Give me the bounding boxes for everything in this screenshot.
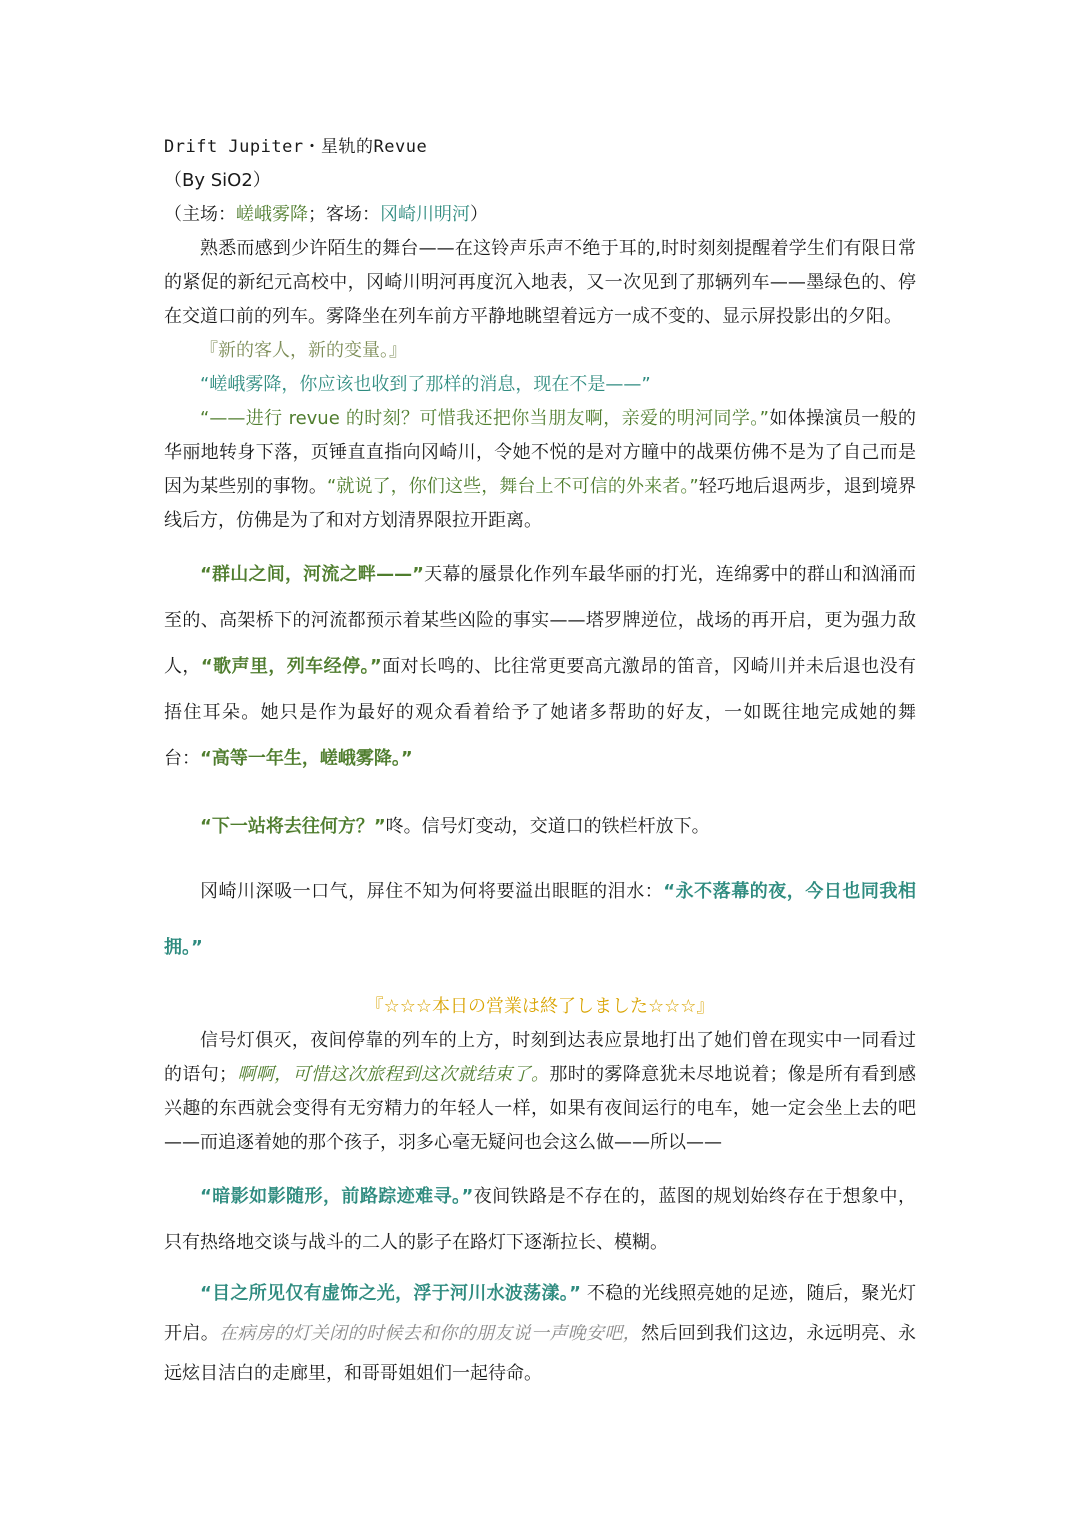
p2-text-b: 如体操演员一般的华丽地转身下落，页锤直直指向冈崎川，令她不悦的是对方瞳中的战栗仿佛不是为了自己而是因为某些别的事物。	[164, 408, 916, 497]
p2-text-d: 轻巧地后退两步，退到境界线后方，仿佛是为了和对方划清界限拉开距离。	[164, 476, 917, 531]
paragraph-6	[164, 1024, 916, 1160]
p6-text-c: 那时的雾降意犹未尽地说着；像是所有看到感兴趣的东西就会变得有无穷精力的年轻人一样，如果有夜间运行的电车，她一定会坐上去的吧——而追逐着她的那个孩子，羽多心毫无疑问也会这么做——所以——	[164, 1064, 917, 1153]
paragraph-8	[164, 1274, 916, 1394]
p7-quote-a: “暗影如影随形，前路踪迹难寻。”	[200, 1186, 474, 1207]
p8-quote-a: “目之所见仅有虚饰之光，浮于河川水波荡漾。”	[200, 1283, 581, 1304]
p2-quote-c: “就说了，你们这些，舞台上不可信的外来者。”	[326, 476, 699, 497]
p2-quote-a: “——进行 revue 的时刻？可惜我还把你当朋友啊，亲爱的明河同学。”	[200, 408, 769, 429]
p4-text-b: 咚。信号灯变动，交道口的铁栏杆放下。	[385, 816, 710, 837]
p3-text-b: 天幕的蜃景化作列车最华丽的打光，连绵雾中的群山和汹涌而至的、高架桥下的河流都预示着某些凶险的事实——塔罗牌逆位，战场的再开启，更为强力敌人，	[164, 564, 916, 677]
p8-text-d: 然后回到我们这边，永远明亮、永远炫目洁白的走廊里，和哥哥姐姐们一起待命。	[164, 1323, 917, 1384]
p3-quote-e: “高等一年生，嵯峨雾降。”	[200, 748, 413, 769]
cast-line	[164, 198, 916, 232]
p8-italic-c: 在病房的灯关闭的时候去和你的朋友说一声晚安吧，	[219, 1323, 642, 1344]
quote-new-guest: 『新的客人，新的变量。』	[200, 340, 407, 361]
byline: （By SiO2）	[164, 170, 271, 191]
p8-text-b: 不稳的光线照亮她的足迹，随后，聚光灯开启。	[164, 1283, 916, 1344]
paragraph-2	[164, 402, 916, 538]
p4-quote-a: “下一站将去往何方？”	[200, 816, 386, 837]
closing-banner: 『☆☆☆本日の営業は終了しました☆☆☆』	[365, 996, 715, 1017]
document-page	[164, 130, 916, 1394]
p7-text-b: 夜间铁路是不存在的，蓝图的规划始终存在于想象中，只有热络地交谈与战斗的二人的影子在路灯下逐渐拉长、模糊。	[164, 1186, 916, 1253]
paragraph-3	[164, 552, 916, 782]
cast-away: 冈崎川明河	[380, 204, 470, 225]
p3-text-d: 面对长鸣的、比往常更要高亢激昂的笛音，冈崎川并未后退也没有捂住耳朵。她只是作为最好的观众看着给予了她诸多帮助的好友，一如既往地完成她的舞台：	[164, 656, 917, 769]
p3-quote-a: “群山之间，河流之畔——”	[200, 564, 424, 585]
quote-kiriko: “嵯峨雾降，你应该也收到了那样的消息，现在不是——”	[200, 374, 651, 395]
p5-text-a: 冈崎川深吸一口气，屏住不知为何将要溢出眼眶的泪水：	[200, 881, 664, 902]
p5-quote-b: “永不落幕的夜，今日也同我相拥。”	[164, 881, 916, 958]
paragraph-5	[164, 864, 916, 976]
doc-title: Drift Jupiter・星轨的Revue	[164, 137, 428, 157]
p3-quote-c: “歌声里，列车经停。”	[200, 656, 382, 677]
paragraph-1: 熟悉而感到少许陌生的舞台——在这铃声乐声不绝于耳的,时时刻刻提醒着学生们有限日常的紧促的新纪元高校中，冈崎川明河再度沉入地表，又一次见到了那辆列车——墨绿色的、停在交道口前的列车。雾降坐在列车前方平静地眺望着远方一成不变的、显示屏投影出的夕阳。	[164, 238, 916, 327]
p6-italic-b: 啊啊，可惜这次旅程到这次就结束了。	[237, 1064, 550, 1085]
paragraph-4	[164, 804, 916, 850]
cast-home: 嵯峨雾降	[236, 204, 308, 225]
cast-prefix: （主场：	[164, 204, 236, 225]
paragraph-7	[164, 1174, 916, 1266]
p6-text-a: 信号灯俱灭，夜间停靠的列车的上方，时刻到达表应景地打出了她们曾在现实中一同看过的语句；	[164, 1030, 916, 1085]
cast-sep: ；客场：	[308, 204, 380, 225]
cast-suffix: ）	[470, 204, 488, 225]
